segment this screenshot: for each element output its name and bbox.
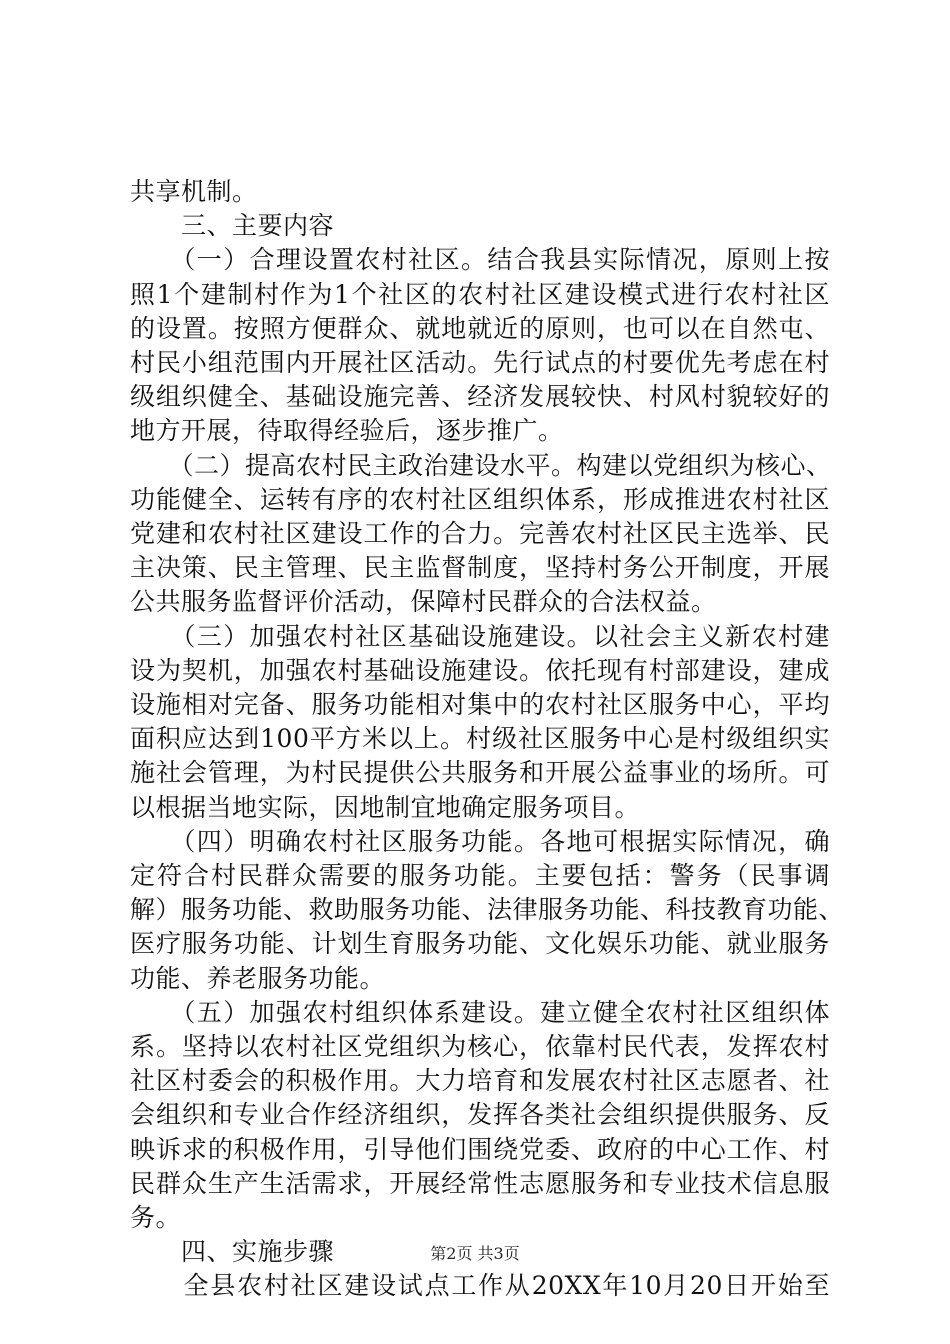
body-line: 设为契机，加强农村基础设施建设。依托现有村部建设，建成: [130, 656, 830, 685]
body-line: 的设置。按照方便群众、就地就近的原则，也可以在自然屯、: [130, 314, 830, 343]
body-line: （五）加强农村组织体系建设。建立健全农村社区组织体: [130, 998, 830, 1027]
body-line: （一）合理设置农村社区。结合我县实际情况，原则上按: [130, 245, 830, 274]
body-line: 公共服务监督评价活动，保障村民群众的合法权益。: [130, 587, 717, 616]
body-line: 全县农村社区建设试点工作从20XX年10月20日开始至: [130, 1271, 830, 1300]
section-heading: 四、实施步骤: [130, 1237, 335, 1266]
body-line: 民群众生产生活需求，开展经常性志愿服务和专业技术信息服: [130, 1169, 830, 1198]
body-line: 党建和农村社区建设工作的合力。完善农村社区民主选举、民: [130, 519, 830, 548]
body-line: 主决策、民主管理、民主监督制度，坚持村务公开制度，开展: [130, 553, 830, 582]
body-line: 功能、养老服务功能。: [130, 964, 386, 993]
body-line: 映诉求的积极作用，引导他们围绕党委、政府的中心工作、村: [130, 1135, 830, 1164]
body-line: 照1个建制村作为1个社区的农村社区建设模式进行农村社区: [130, 280, 830, 309]
body-line: 务。: [130, 1203, 182, 1232]
body-line: 解）服务功能、救助服务功能、法律服务功能、科技教育功能、: [130, 895, 845, 924]
body-line: （三）加强农村社区基础设施建设。以社会主义新农村建: [130, 622, 830, 651]
body-line: 地方开展，待取得经验后，逐步推广。: [130, 416, 564, 445]
body-line: 村民小组范围内开展社区活动。先行试点的村要优先考虑在村: [130, 348, 830, 377]
body-line: （二）提高农村民主政治建设水平。构建以党组织为核心、: [130, 451, 832, 480]
body-line: 设施相对完备、服务功能相对集中的农村社区服务中心，平均: [130, 690, 830, 719]
page-footer: 第2页 共3页: [430, 1244, 520, 1263]
body-line: 以根据当地实际，因地制宜地确定服务项目。: [130, 793, 641, 822]
section-heading: 三、主要内容: [130, 211, 335, 240]
body-line: 施社会管理，为村民提供公共服务和开展公益事业的场所。可: [130, 758, 830, 787]
body-line: 社区村委会的积极作用。大力培育和发展农村社区志愿者、社: [130, 1066, 830, 1095]
body-line: 医疗服务功能、计划生育服务功能、文化娱乐功能、就业服务: [130, 929, 830, 958]
body-line: 面积应达到100平方米以上。村级社区服务中心是村级组织实: [130, 724, 830, 753]
body-line: （四）明确农村社区服务功能。各地可根据实际情况，确: [130, 827, 830, 856]
body-line: 级组织健全、基础设施完善、经济发展较快、村风村貌较好的: [130, 382, 830, 411]
body-line: 会组织和专业合作经济组织，发挥各类社会组织提供服务、反: [130, 1100, 830, 1129]
body-line: 定符合村民群众需要的服务功能。主要包括：警务（民事调: [130, 861, 830, 890]
body-line: 共享机制。: [130, 177, 258, 206]
body-line: 系。坚持以农村社区党组织为核心，依靠村民代表，发挥农村: [130, 1032, 830, 1061]
body-line: 功能健全、运转有序的农村社区组织体系，形成推进农村社区: [130, 485, 830, 514]
